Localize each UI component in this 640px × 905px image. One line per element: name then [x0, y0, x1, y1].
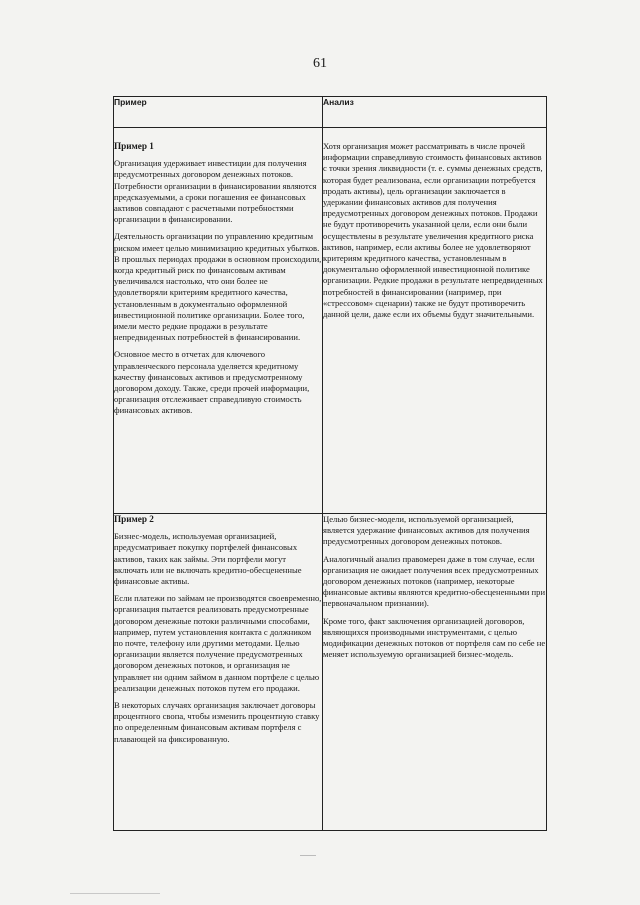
- example-paragraph: Если платежи по займам не производятся своевременно, организация пытается реализовать предусмотренные договором денежные потоки различными способами, например, путем установления контакта с должником по почте, телефону или другими методами. Целью организации является получение предусмотренных договором денежных потоков, и организация не управляет ни одним займом в данном портфеле с целью реализации денежных потоков путем его продажи.: [114, 593, 322, 693]
- page-number: 61: [313, 56, 327, 71]
- analysis-cell: [323, 514, 547, 831]
- scan-mark: [70, 893, 160, 894]
- table-row: [114, 128, 547, 514]
- examples-table: [113, 96, 547, 831]
- analysis-paragraph: Целью бизнес-модели, используемой организацией, является удержание финансовых активов для получения предусмотренных договором денежных потоков.: [323, 514, 530, 547]
- example-title: Пример 1: [114, 141, 154, 151]
- example-paragraph: В некоторых случаях организация заключает договоры процентного свопа, чтобы изменить процентную ставку по определенным финансовым активам портфеля с плавающей на фиксированную.: [114, 700, 320, 744]
- column-header-example: Пример: [114, 97, 323, 128]
- example-cell: [114, 128, 323, 514]
- analysis-cell: [323, 128, 547, 514]
- example-paragraph: Основное место в отчетах для ключевого управленческого персонала уделяется кредитному качеству финансовых активов и предусмотренному договором доходу. Также, среди прочей информации, организация отслеживает справедливую стоимость финансовых активов.: [114, 349, 310, 416]
- analysis-paragraph: Аналогичный анализ правомерен даже в том случае, если организация не ожидает получения всех предусмотренных договором денежных потоков (например, некоторые финансовые активы являются кредитно-обесцененными при первоначальном признании).: [323, 553, 546, 609]
- example-title: Пример 2: [114, 514, 154, 524]
- analysis-paragraph: Кроме того, факт заключения организацией договоров, являющихся производными инструментами, с целью модификации денежных потоков от портфеля сам по себе не меняет используемую организацией бизнес-модель.: [323, 615, 546, 660]
- example-paragraph: Бизнес-модель, используемая организацией, предусматривает покупку портфелей финансовых активов, таких как займы. Эти портфели могут включать или не включать кредитно-обесцененные финансовые активы.: [114, 531, 302, 587]
- table-row: [114, 514, 547, 831]
- example-cell: [114, 514, 323, 831]
- example-paragraph: Деятельность организации по управлению кредитным риском имеет целью минимизацию кредитных убытков. В прошлых периодах продажи в основном происходили, когда кредитный риск по финансовым активам увеличивался настолько, что они более не удовлетворяли критериям кредитного качества, установленным в документально оформленной инвестиционной политике организации. Более того, имели место редкие продажи в результате непредвиденных потребностей в финансировании.: [114, 231, 322, 343]
- analysis-paragraph: Хотя организация может рассматривать в числе прочей информации справедливую стоимость финансовых активов с точки зрения ликвидности (т. е. суммы денежных средств, которая будет реализована, если организации потребуется продать активы), цель организации заключается в удержании финансовых активов для получения предусмотренных договором денежных потоков. Продажи не будут противоречить указанной цели, если они были осуществлены в результате увеличения кредитного риска активов, например, если активы более не удовлетворяют критериям кредитного качества, установленным в документально оформленной инвестиционной политике организации. Редкие продажи в результате непредвиденных потребностей в финансировании (например, при «стрессовом» сценарии) также не будут противоречить данной цели, даже если их объемы будут значительными.: [323, 141, 543, 320]
- scan-mark: [300, 855, 316, 856]
- column-header-analysis: Анализ: [323, 97, 547, 128]
- table-header-row: [114, 97, 547, 128]
- example-paragraph: Организация удерживает инвестиции для получения предусмотренных договором денежных потоков. Потребности организации в финансировании являются предсказуемыми, а сроки погашения ее финансовых активов совпадают с расчетными потребностями организации в финансировании.: [114, 158, 317, 225]
